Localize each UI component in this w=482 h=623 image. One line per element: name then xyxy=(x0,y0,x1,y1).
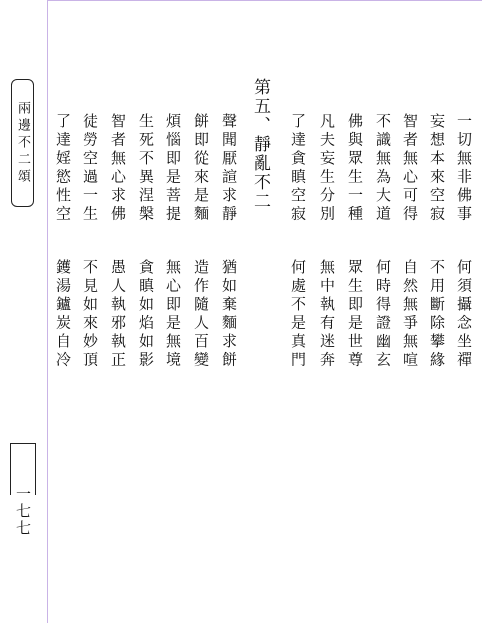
margin-line xyxy=(47,0,48,623)
verse-line: 鑊湯鑪炭自冷 xyxy=(54,259,72,370)
verse-line: 何須攝念坐禪 xyxy=(455,259,473,370)
verse-line: 造作隨人百變 xyxy=(192,259,210,370)
verse-line: 餅即從來是麵 xyxy=(192,113,210,224)
verse-column-r5 xyxy=(347,113,362,370)
verse-column-l3 xyxy=(165,113,180,370)
verse-column-r6 xyxy=(319,113,334,370)
verse-line: 智者無心可得 xyxy=(401,113,419,224)
verse-line: 徒勞空過一生 xyxy=(81,113,99,224)
section-heading: 第五、靜亂不二 xyxy=(250,78,270,211)
verse-column-r1 xyxy=(456,113,471,370)
verse-line: 煩惱即是菩提 xyxy=(164,113,182,224)
verse-column-l4 xyxy=(138,113,153,370)
verse-line: 無中執有迷奔 xyxy=(318,259,336,370)
page-number: 一七七 xyxy=(14,486,32,537)
verse-line: 聲聞厭諠求靜 xyxy=(220,113,238,224)
verse-line: 不用斷除攀緣 xyxy=(428,259,446,370)
verse-line: 貪瞋如焰如影 xyxy=(137,259,155,370)
verse-line: 凡夫妄生分別 xyxy=(318,113,336,224)
verse-column-r4 xyxy=(375,113,390,370)
verse-column-l2 xyxy=(193,113,208,370)
verse-line: 一切無非佛事 xyxy=(455,113,473,224)
verse-column-l1 xyxy=(221,113,236,370)
verse-line: 了達婬慾性空 xyxy=(54,113,72,224)
verse-line: 猶如棄麵求餅 xyxy=(220,259,238,370)
verse-column-l5 xyxy=(110,113,125,370)
side-title: 兩邊不二頌 xyxy=(15,100,30,186)
verse-line: 不見如來妙頂 xyxy=(81,259,99,370)
side-title-tab xyxy=(11,79,34,207)
verse-column-r7 xyxy=(290,113,305,370)
verse-line: 不識無為大道 xyxy=(374,113,392,224)
verse-line: 愚人執邪執正 xyxy=(109,259,127,370)
verse-line: 生死不異涅槃 xyxy=(137,113,155,224)
verse-column-l7 xyxy=(55,113,70,370)
verse-line: 自然無爭無喧 xyxy=(401,259,419,370)
verse-line: 何處不是真門 xyxy=(289,259,307,370)
verse-line: 眾生即是世尊 xyxy=(346,259,364,370)
top-border-line xyxy=(47,0,482,1)
verse-line: 何時得證幽玄 xyxy=(374,259,392,370)
verse-line: 妄想本來空寂 xyxy=(428,113,446,224)
verse-line: 無心即是無境 xyxy=(164,259,182,370)
verse-line: 佛與眾生一種 xyxy=(346,113,364,224)
verse-line: 了達貪瞋空寂 xyxy=(289,113,307,224)
verse-line: 智者無心求佛 xyxy=(109,113,127,224)
verse-column-l6 xyxy=(82,113,97,370)
verse-column-r2 xyxy=(429,113,444,370)
verse-column-r3 xyxy=(402,113,417,370)
